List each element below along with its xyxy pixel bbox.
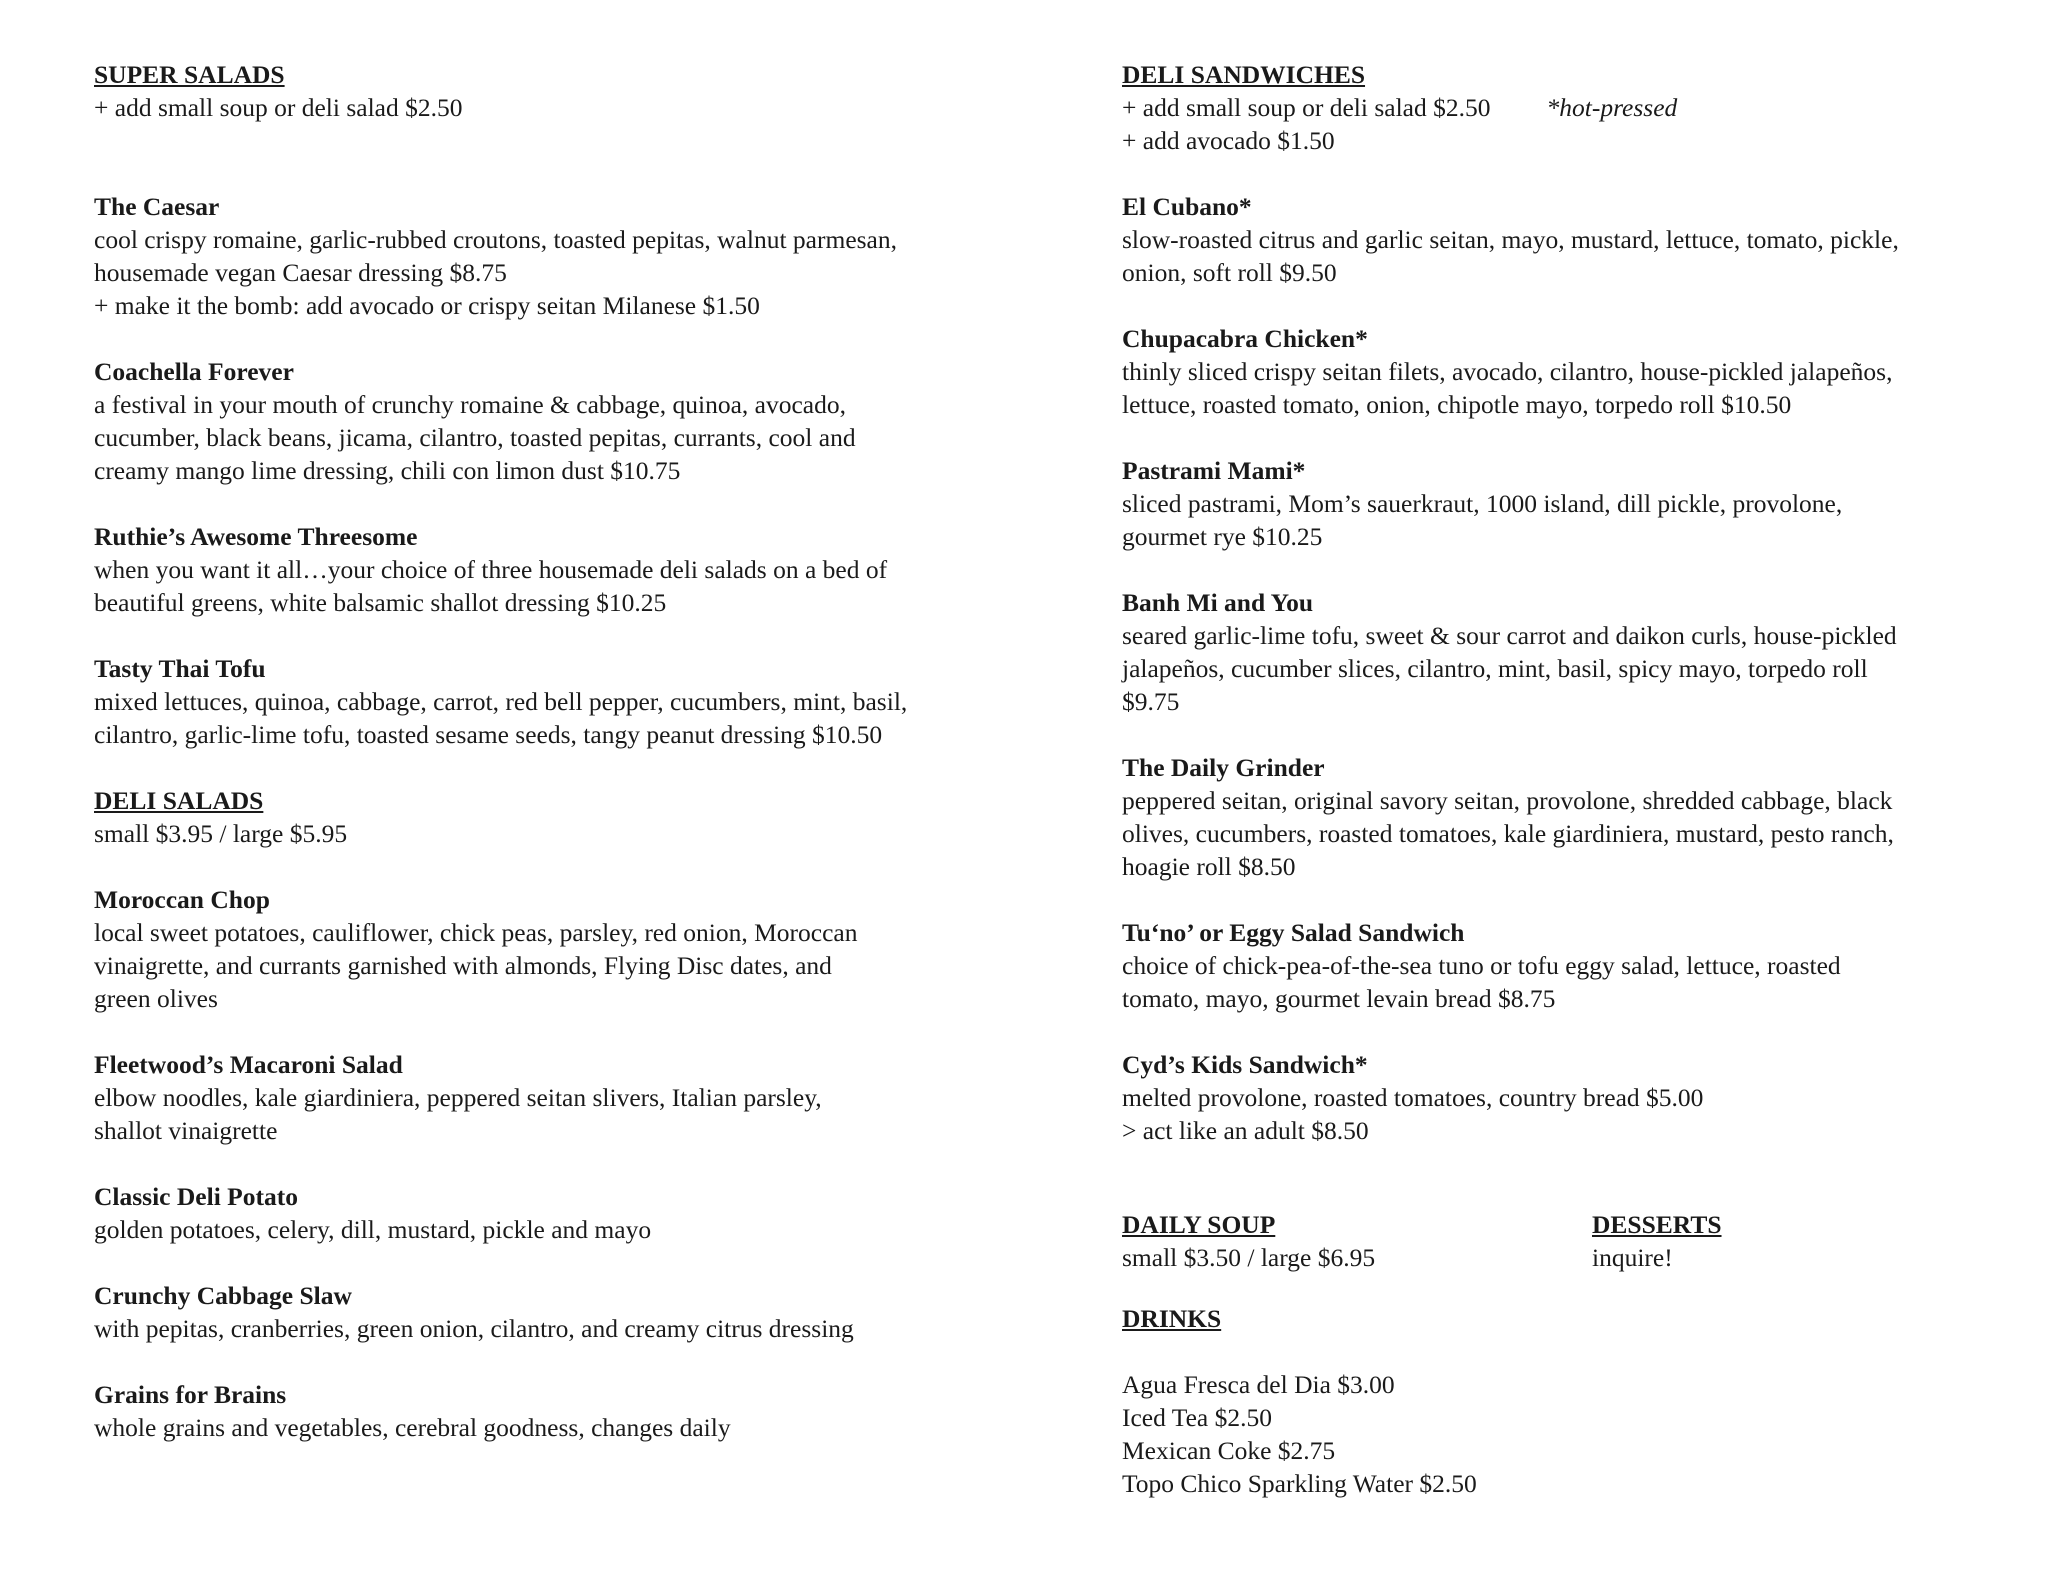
menu-item-description: choice of chick-pea-of-the-sea tuno or tofu eggy salad, lettuce, roasted — [1122, 951, 1841, 980]
menu-item — [94, 1279, 994, 1345]
menu-item — [1122, 1048, 2022, 1147]
menu-item-description: hoagie roll $8.50 — [1122, 852, 1296, 881]
section-note-desserts: inquire! — [1592, 1243, 1673, 1272]
menu-item-name: Grains for Brains — [94, 1380, 287, 1409]
menu-item-description: peppered seitan, original savory seitan, provolone, shredded cabbage, black — [1122, 786, 1893, 815]
menu-item-description: vinaigrette, and currants garnished with almonds, Flying Disc dates, and — [94, 951, 832, 980]
section-note-deli-salads: small $3.95 / large $5.95 — [94, 819, 348, 848]
menu-item-description: whole grains and vegetables, cerebral goodness, changes daily — [94, 1413, 731, 1442]
menu-item-description: mixed lettuces, quinoa, cabbage, carrot, red bell pepper, cucumbers, mint, basil, — [94, 687, 908, 716]
menu-item — [94, 1378, 994, 1444]
menu-item — [94, 190, 994, 322]
menu-item-description: cucumber, black beans, jicama, cilantro, toasted pepitas, currants, cool and — [94, 423, 856, 452]
daily-soup-section — [1122, 1208, 1375, 1274]
menu-item-name: Chupacabra Chicken* — [1122, 324, 1368, 353]
menu-item-name: Pastrami Mami* — [1122, 456, 1306, 485]
left-column — [94, 58, 994, 1444]
section-heading-drinks: DRINKS — [1122, 1304, 1222, 1333]
section-heading-daily-soup: DAILY SOUP — [1122, 1210, 1276, 1239]
right-column — [1122, 58, 2022, 1147]
menu-item-name: Coachella Forever — [94, 357, 294, 386]
menu-item-name: Fleetwood’s Macaroni Salad — [94, 1050, 403, 1079]
section-heading-desserts: DESSERTS — [1592, 1210, 1722, 1239]
section-heading-deli-sandwiches: DELI SANDWICHES — [1122, 60, 1366, 89]
menu-item — [94, 520, 994, 619]
menu-item-description: + make it the bomb: add avocado or crispy seitan Milanese $1.50 — [94, 291, 760, 320]
section-note-deli-sandwiches: + add small soup or deli salad $2.50 — [1122, 93, 1491, 122]
menu-item-description: with pepitas, cranberries, green onion, cilantro, and creamy citrus dressing — [94, 1314, 854, 1343]
menu-item — [94, 1180, 994, 1246]
menu-item-name: The Caesar — [94, 192, 220, 221]
menu-item-name: Ruthie’s Awesome Threesome — [94, 522, 418, 551]
menu-item-description: sliced pastrami, Mom’s sauerkraut, 1000 island, dill pickle, provolone, — [1122, 489, 1843, 518]
drink-item: Iced Tea $2.50 — [1122, 1403, 1272, 1432]
menu-item-description: thinly sliced crispy seitan filets, avocado, cilantro, house-pickled jalapeños, — [1122, 357, 1893, 386]
menu-item-description: housemade vegan Caesar dressing $8.75 — [94, 258, 507, 287]
menu-item-description: seared garlic-lime tofu, sweet & sour carrot and daikon curls, house-pickled — [1122, 621, 1897, 650]
menu-item-description: > act like an adult $8.50 — [1122, 1116, 1369, 1145]
menu-item — [1122, 190, 2022, 289]
menu-item — [94, 1048, 994, 1147]
menu-item — [1122, 322, 2022, 421]
menu-item — [94, 355, 994, 487]
menu-item-name: Banh Mi and You — [1122, 588, 1314, 617]
menu-item — [1122, 454, 2022, 553]
menu-item-description: shallot vinaigrette — [94, 1116, 278, 1145]
menu-item-name: Classic Deli Potato — [94, 1182, 298, 1211]
menu-item-description: tomato, mayo, gourmet levain bread $8.75 — [1122, 984, 1556, 1013]
desserts-section — [1592, 1208, 1722, 1274]
menu-item-description: onion, soft roll $9.50 — [1122, 258, 1337, 287]
drink-item: Agua Fresca del Dia $3.00 — [1122, 1370, 1395, 1399]
menu-item — [1122, 916, 2022, 1015]
menu-item-description: cilantro, garlic-lime tofu, toasted sesame seeds, tangy peanut dressing $10.50 — [94, 720, 883, 749]
menu-item-description: jalapeños, cucumber slices, cilantro, mint, basil, spicy mayo, torpedo roll — [1122, 654, 1868, 683]
menu-item — [94, 652, 994, 751]
menu-item-description: creamy mango lime dressing, chili con limon dust $10.75 — [94, 456, 681, 485]
menu-item-description: $9.75 — [1122, 687, 1180, 716]
menu-item-name: The Daily Grinder — [1122, 753, 1325, 782]
menu-item-name: Tu‘no’ or Eggy Salad Sandwich — [1122, 918, 1465, 947]
section-heading-deli-salads: DELI SALADS — [94, 786, 264, 815]
drink-item: Topo Chico Sparkling Water $2.50 — [1122, 1469, 1477, 1498]
menu-item-description: beautiful greens, white balsamic shallot dressing $10.25 — [94, 588, 667, 617]
drink-item: Mexican Coke $2.75 — [1122, 1436, 1336, 1465]
menu-item-description: golden potatoes, celery, dill, mustard, pickle and mayo — [94, 1215, 652, 1244]
menu-item-name: Crunchy Cabbage Slaw — [94, 1281, 352, 1310]
menu-item-description: cool crispy romaine, garlic-rubbed croutons, toasted pepitas, walnut parmesan, — [94, 225, 898, 254]
section-note-daily-soup: small $3.50 / large $6.95 — [1122, 1243, 1376, 1272]
drinks-section — [1122, 1302, 2022, 1500]
section-note-super-salads: + add small soup or deli salad $2.50 — [94, 93, 463, 122]
menu-item-name: Cyd’s Kids Sandwich* — [1122, 1050, 1368, 1079]
menu-item-description: olives, cucumbers, roasted tomatoes, kale giardiniera, mustard, pesto ranch, — [1122, 819, 1894, 848]
menu-item-description: lettuce, roasted tomato, onion, chipotle mayo, torpedo roll $10.50 — [1122, 390, 1792, 419]
menu-item-description: gourmet rye $10.25 — [1122, 522, 1323, 551]
section-note-row — [1122, 91, 2022, 124]
menu-item-name: El Cubano* — [1122, 192, 1252, 221]
section-heading-super-salads: SUPER SALADS — [94, 60, 285, 89]
menu-item-description: elbow noodles, kale giardiniera, peppered seitan slivers, Italian parsley, — [94, 1083, 822, 1112]
menu-item-description: when you want it all…your choice of three housemade deli salads on a bed of — [94, 555, 888, 584]
menu-item — [1122, 751, 2022, 883]
hot-pressed-note: *hot-pressed — [1546, 93, 1678, 122]
menu-item-description: local sweet potatoes, cauliflower, chick peas, parsley, red onion, Moroccan — [94, 918, 858, 947]
menu-item-name: Moroccan Chop — [94, 885, 270, 914]
menu-item — [1122, 586, 2022, 718]
menu-item-description: slow-roasted citrus and garlic seitan, mayo, mustard, lettuce, tomato, pickle, — [1122, 225, 1899, 254]
menu-item-description: green olives — [94, 984, 218, 1013]
menu-item — [94, 883, 994, 1015]
menu-item-description: melted provolone, roasted tomatoes, country bread $5.00 — [1122, 1083, 1704, 1112]
section-note-avocado: + add avocado $1.50 — [1122, 126, 1335, 155]
menu-item-description: a festival in your mouth of crunchy romaine & cabbage, quinoa, avocado, — [94, 390, 847, 419]
menu-item-name: Tasty Thai Tofu — [94, 654, 266, 683]
